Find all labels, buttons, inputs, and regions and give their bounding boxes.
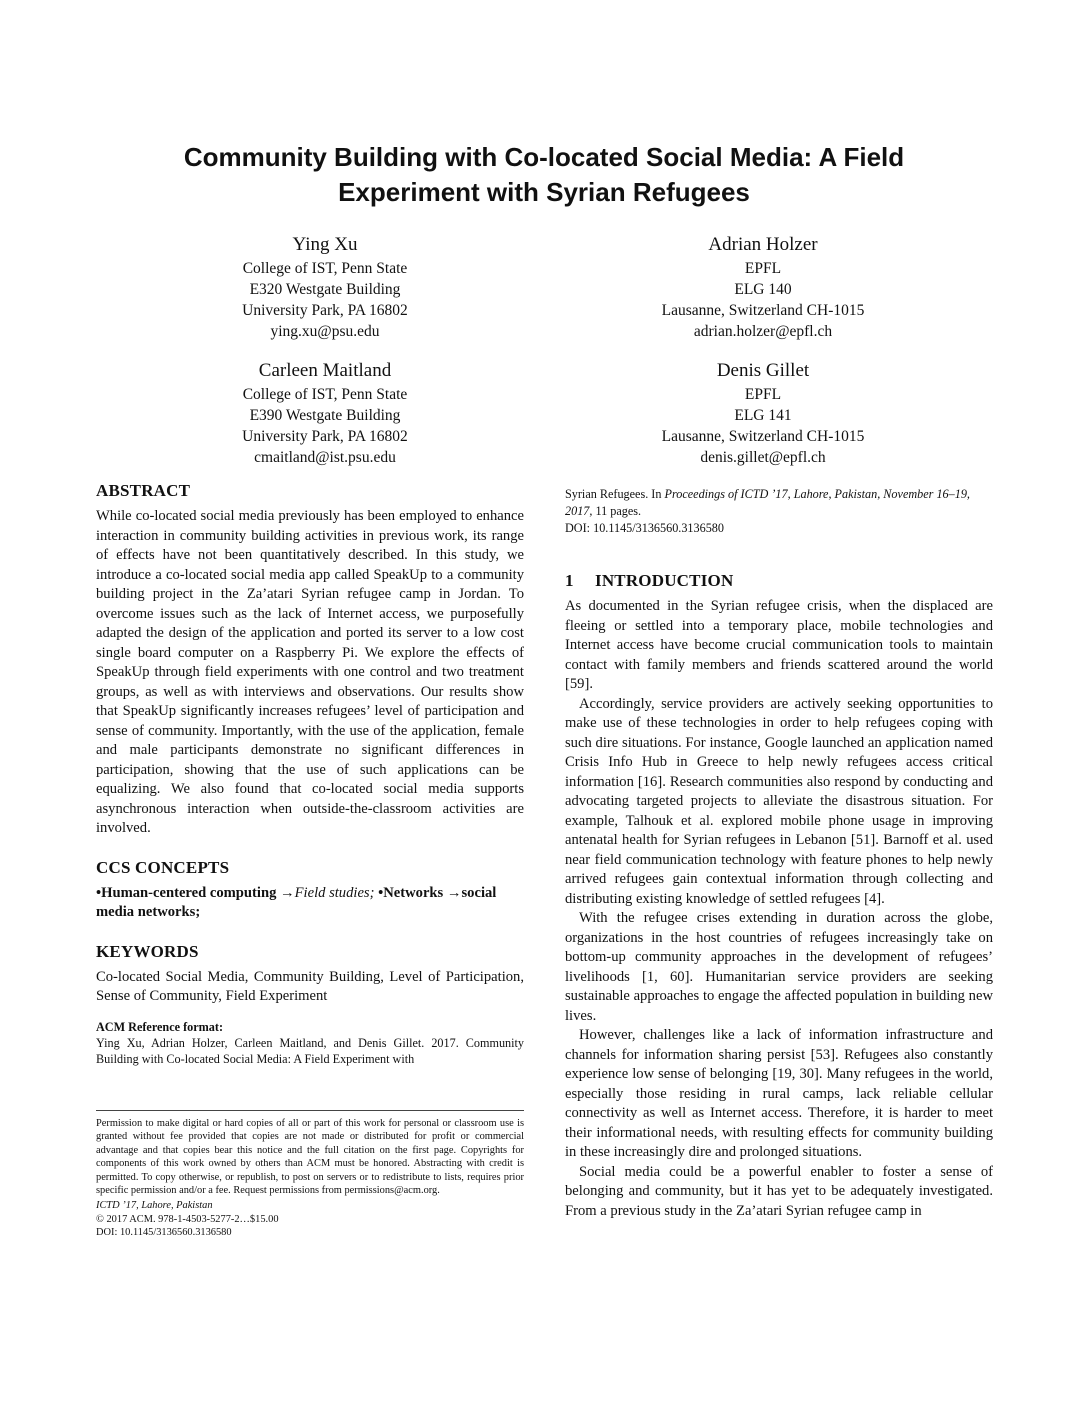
ccs-subterm: Field studies; — [294, 884, 375, 901]
author-block-4 — [543, 359, 983, 468]
intro-paragraph: With the refugee crises extending in duration across the globe, organizations in the host countries of refugees increasingly take on bottom-up community approaches in the development of refugees’ livelihoods [1, 60]. Humanitarian service providers are seeking sustainable approaches to engage the affected population in building new lives. — [565, 910, 993, 1024]
intro-paragraph: Social media could be a powerful enabler to foster a sense of belonging and community, but it has yet to be adequately investigated. From a previous study in the Za’atari Syrian refugee camp in — [565, 1163, 993, 1219]
keywords-heading: KEYWORDS — [96, 941, 199, 961]
author-affiliation: EPFL — [744, 386, 782, 403]
permission-text: Permission to make digital or hard copies of all or part of this work for personal or classroom use is granted without fee provided that copies are not made or distributed for profit or commercial advantage and that copies bear this notice and the full citation on the first page. Copyrights for components of this work owned by others than ACM must be honored. Abstracting with credit is permitted. To copy otherwise, or republish, to post on servers or to redistribute to lists, requires prior specific permission and/or a fee. Request permissions from permissions@acm.org. — [96, 1118, 524, 1197]
author-address: University Park, PA 16802 — [242, 302, 408, 319]
reference-cont-text: Syrian Refugees. In — [565, 487, 665, 501]
intro-paragraph: As documented in the Syrian refugee crisis, when the displaced are fleeing or settled into a temporary place, mobile technologies and Internet access have become crucial communication tools to maintain contact with family members and friends scattered around the world [59]. — [565, 598, 993, 692]
author-address: E320 Westgate Building — [249, 281, 401, 298]
author-email: denis.gillet@epfl.ch — [700, 449, 826, 466]
abstract-section — [96, 480, 524, 839]
reference-doi: DOI: 10.1145/3136560.3136580 — [565, 521, 724, 535]
permission-footnote — [96, 1110, 524, 1240]
author-name: Carleen Maitland — [258, 360, 392, 381]
section-number: 1 — [565, 571, 574, 590]
author-name: Adrian Holzer — [708, 234, 818, 255]
author-name: Denis Gillet — [716, 360, 810, 381]
ccs-arrow: → — [443, 884, 462, 901]
author-email: ying.xu@psu.edu — [270, 323, 380, 340]
paper-title — [96, 140, 992, 210]
ccs-text — [96, 884, 524, 923]
intro-paragraph: Accordingly, service providers are actively seeking opportunities to make use of these technologies in order to help refugees coping with such dire situations. For instance, Google launched an application named Crisis Info Hub in Greece to help newly refugees access critical information [16]. Research communities also respond by conducting and advocating targeted projects to alleviate the disastrous situation. For example, Talhouk et al. explored mobile phone usage in improving antenatal health for Syrian refugees in Lebanon [51]. Barnoff et al. used near field communication technology with feature phones to help newly arrived refugees gain contextual information through collecting and distributing existing knowledge of settled refugees [4]. — [565, 695, 993, 907]
reference-format-continued — [565, 486, 993, 537]
author-address: Lausanne, Switzerland CH-1015 — [661, 428, 865, 445]
author-address: ELG 141 — [734, 407, 792, 424]
author-name: Ying Xu — [292, 234, 358, 255]
right-column — [565, 486, 993, 1239]
ccs-arrow: → — [276, 884, 295, 901]
abstract-heading: ABSTRACT — [96, 481, 191, 500]
introduction-heading — [565, 570, 993, 592]
author-block-3 — [105, 359, 545, 468]
ccs-subterm: social media networks; — [96, 884, 497, 920]
author-affiliation: College of IST, Penn State — [242, 260, 408, 277]
author-email: adrian.holzer@epfl.ch — [693, 323, 833, 340]
reference-format-text: Ying Xu, Adrian Holzer, Carleen Maitland, and Denis Gillet. 2017. Community Building with Co-located Social Media: A Field Experiment with — [96, 1035, 524, 1066]
section-title: INTRODUCTION — [595, 571, 734, 590]
doi-text: DOI: 10.1145/3136560.3136580 — [96, 1227, 232, 1239]
author-affiliation: EPFL — [744, 260, 782, 277]
author-address: E390 Westgate Building — [249, 407, 401, 424]
ccs-section — [96, 857, 524, 923]
acm-reference-format — [96, 1019, 524, 1067]
author-block-2 — [543, 233, 983, 342]
ccs-heading: CCS CONCEPTS — [96, 857, 230, 877]
ccs-term: •Networks — [374, 884, 444, 901]
author-address: Lausanne, Switzerland CH-1015 — [661, 302, 865, 319]
keywords-text: Co-located Social Media, Community Building, Level of Participation, Sense of Community, Field Experiment — [96, 968, 524, 1004]
left-column — [96, 480, 524, 1067]
keywords-section — [96, 941, 524, 1007]
venue-text: ICTD ’17, Lahore, Pakistan — [96, 1200, 213, 1212]
title-line-2: Experiment with Syrian Refugees — [338, 177, 750, 207]
author-affiliation: College of IST, Penn State — [242, 386, 408, 403]
copyright-text: © 2017 ACM. 978-1-4503-5277-2…$15.00 — [96, 1213, 279, 1225]
reference-format-label: ACM Reference format: — [96, 1019, 223, 1034]
title-line-1: Community Building with Co-located Social Media: A Field — [183, 142, 905, 172]
author-address: University Park, PA 16802 — [242, 428, 408, 445]
abstract-text: While co-located social media previously has been employed to enhance interaction in community building activities in previous work, its range of effects have not been quantitatively described. In this study, we introduce a co-located social media app called SpeakUp to a community building project in the Za’atari Syrian refugee camp in Jordan. To overcome issues such as the lack of Internet access, we purposefully adapted the design of the application and ported its server to a low cost single board computer on a Raspberry Pi. We explore the effects of SpeakUp through field experiments with one control and two treatment groups, as well as with interviews and observations. Our results show that SpeakUp significantly increases refugees’ level of participation and sense of community. Importantly, with the use of the application, female and male participants demonstrate no significant differences in participation, showing that the use of such applications can be equalizing. We also found that co-located social media supports asynchronous interaction when outside-the-classroom activities are involved. — [96, 508, 524, 836]
intro-paragraph: However, challenges like a lack of information infrastructure and channels for information sharing persist [53]. Refugees also constantly experience low sense of belonging [19, 30]. Many refugees in the world, especially those residing in rural camps, lack reliable cellular connectivity as well as Internet access. Therefore, it is harder to meet their informational needs, with resulting effects for community building in these increasingly dire and prolonged situations. — [565, 1027, 993, 1160]
ccs-term: •Human-centered computing — [96, 884, 277, 901]
author-email: cmaitland@ist.psu.edu — [254, 449, 396, 466]
author-address: ELG 140 — [734, 281, 792, 298]
author-block-1 — [105, 233, 545, 342]
reference-proceedings: Proceedings of ICTD ’17, Lahore, Pakistan, November 16–19, 2017, — [565, 487, 970, 518]
reference-pages: 11 pages. — [592, 504, 642, 518]
introduction-section — [565, 570, 993, 1221]
